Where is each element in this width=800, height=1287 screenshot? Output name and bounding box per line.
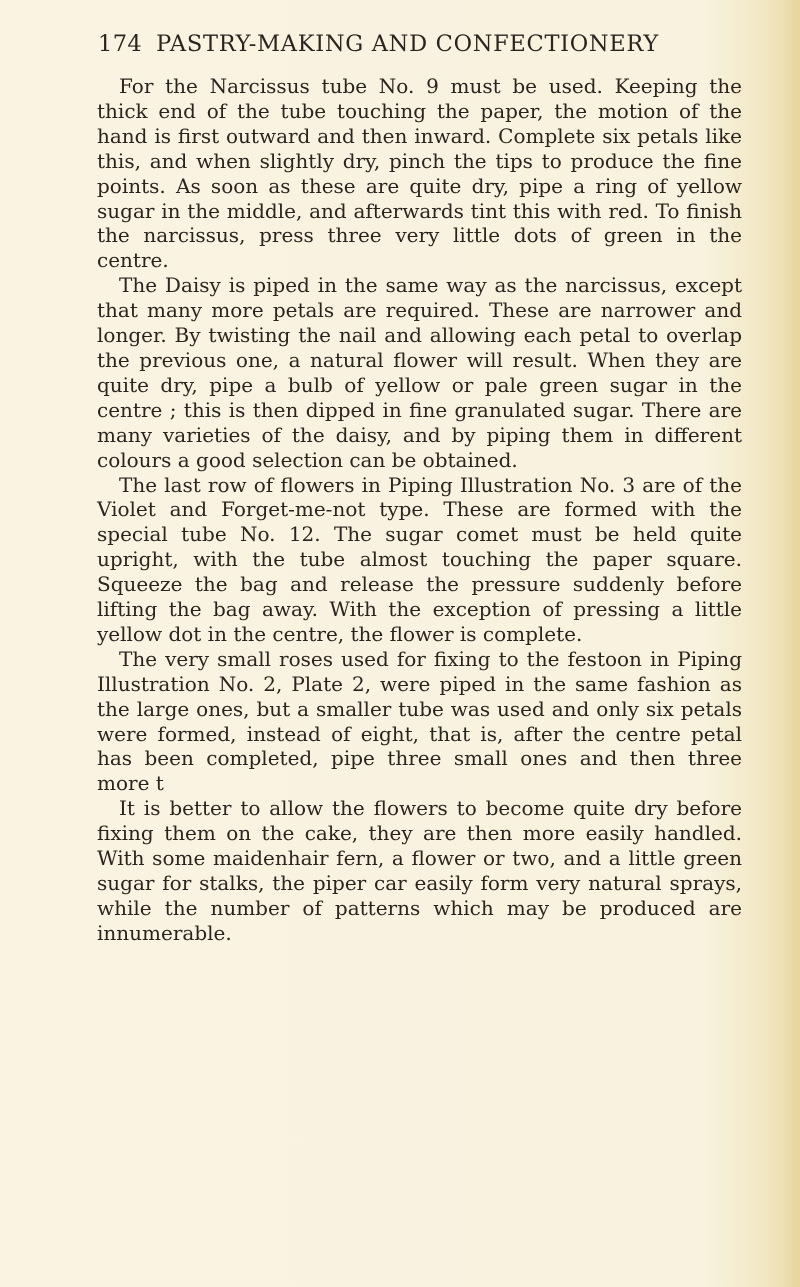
paragraph-narcissus: For the Narcissus tube No. 9 must be used. Keeping the thick end of the tube touching the paper, the motion of the hand is first outward and then inward. Complete six petals like this, and when slightly dry, pinch the tips to produce the fine points. As soon as these are quite dry, pipe a ring of yellow sugar in the middle, and afterwards tint this with red. To finish the narcissus, press three very little dots of green in the centre. <box>97 74 742 273</box>
page-edge-shadow <box>782 0 800 1287</box>
body-text <box>97 74 742 946</box>
paragraph-violet-forget-me-not: The last row of flowers in Piping Illustration No. 3 are of the Violet and Forget-me-not type. These are formed with the special tube No. 12. The sugar comet must be held quite upright, with the tube almost touching the paper square. Squeeze the bag and release the pressure suddenly before lifting the bag away. With the exception of pressing a little yellow dot in the centre, the flower is complete. <box>97 472 742 646</box>
running-title: PASTRY-MAKING AND CONFECTIONERY <box>156 31 659 57</box>
paragraph-drying-and-sprays: It is better to allow the flowers to become quite dry before fixing them on the cake, they are then more easily handled. With some maidenhair fern, a flower or two, and a little green sugar for stalks, the piper car easily form very natural sprays, while the number of patterns which may be produced are innumerable. <box>97 796 742 945</box>
paragraph-daisy: The Daisy is piped in the same way as the narcissus, except that many more petals are required. These are narrower and longer. By twisting the nail and allowing each petal to overlap the previous one, a natural flower will result. When they are quite dry, pipe a bulb of yellow or pale green sugar in the centre ; this is then dipped in fine granulated sugar. There are many varieties of the daisy, and by piping them in different colours a good selection can be obtained. <box>97 273 742 472</box>
paragraph-small-roses: The very small roses used for fixing to the festoon in Piping Illustration No. 2, Plate 2, were piped in the same fashion as the large ones, but a smaller tube was used and only six petals were formed, instead of eight, that is, after the centre petal has been completed, pipe three small ones and then three more t <box>97 646 742 796</box>
page-number: 174 <box>98 31 143 57</box>
running-header <box>98 31 748 63</box>
